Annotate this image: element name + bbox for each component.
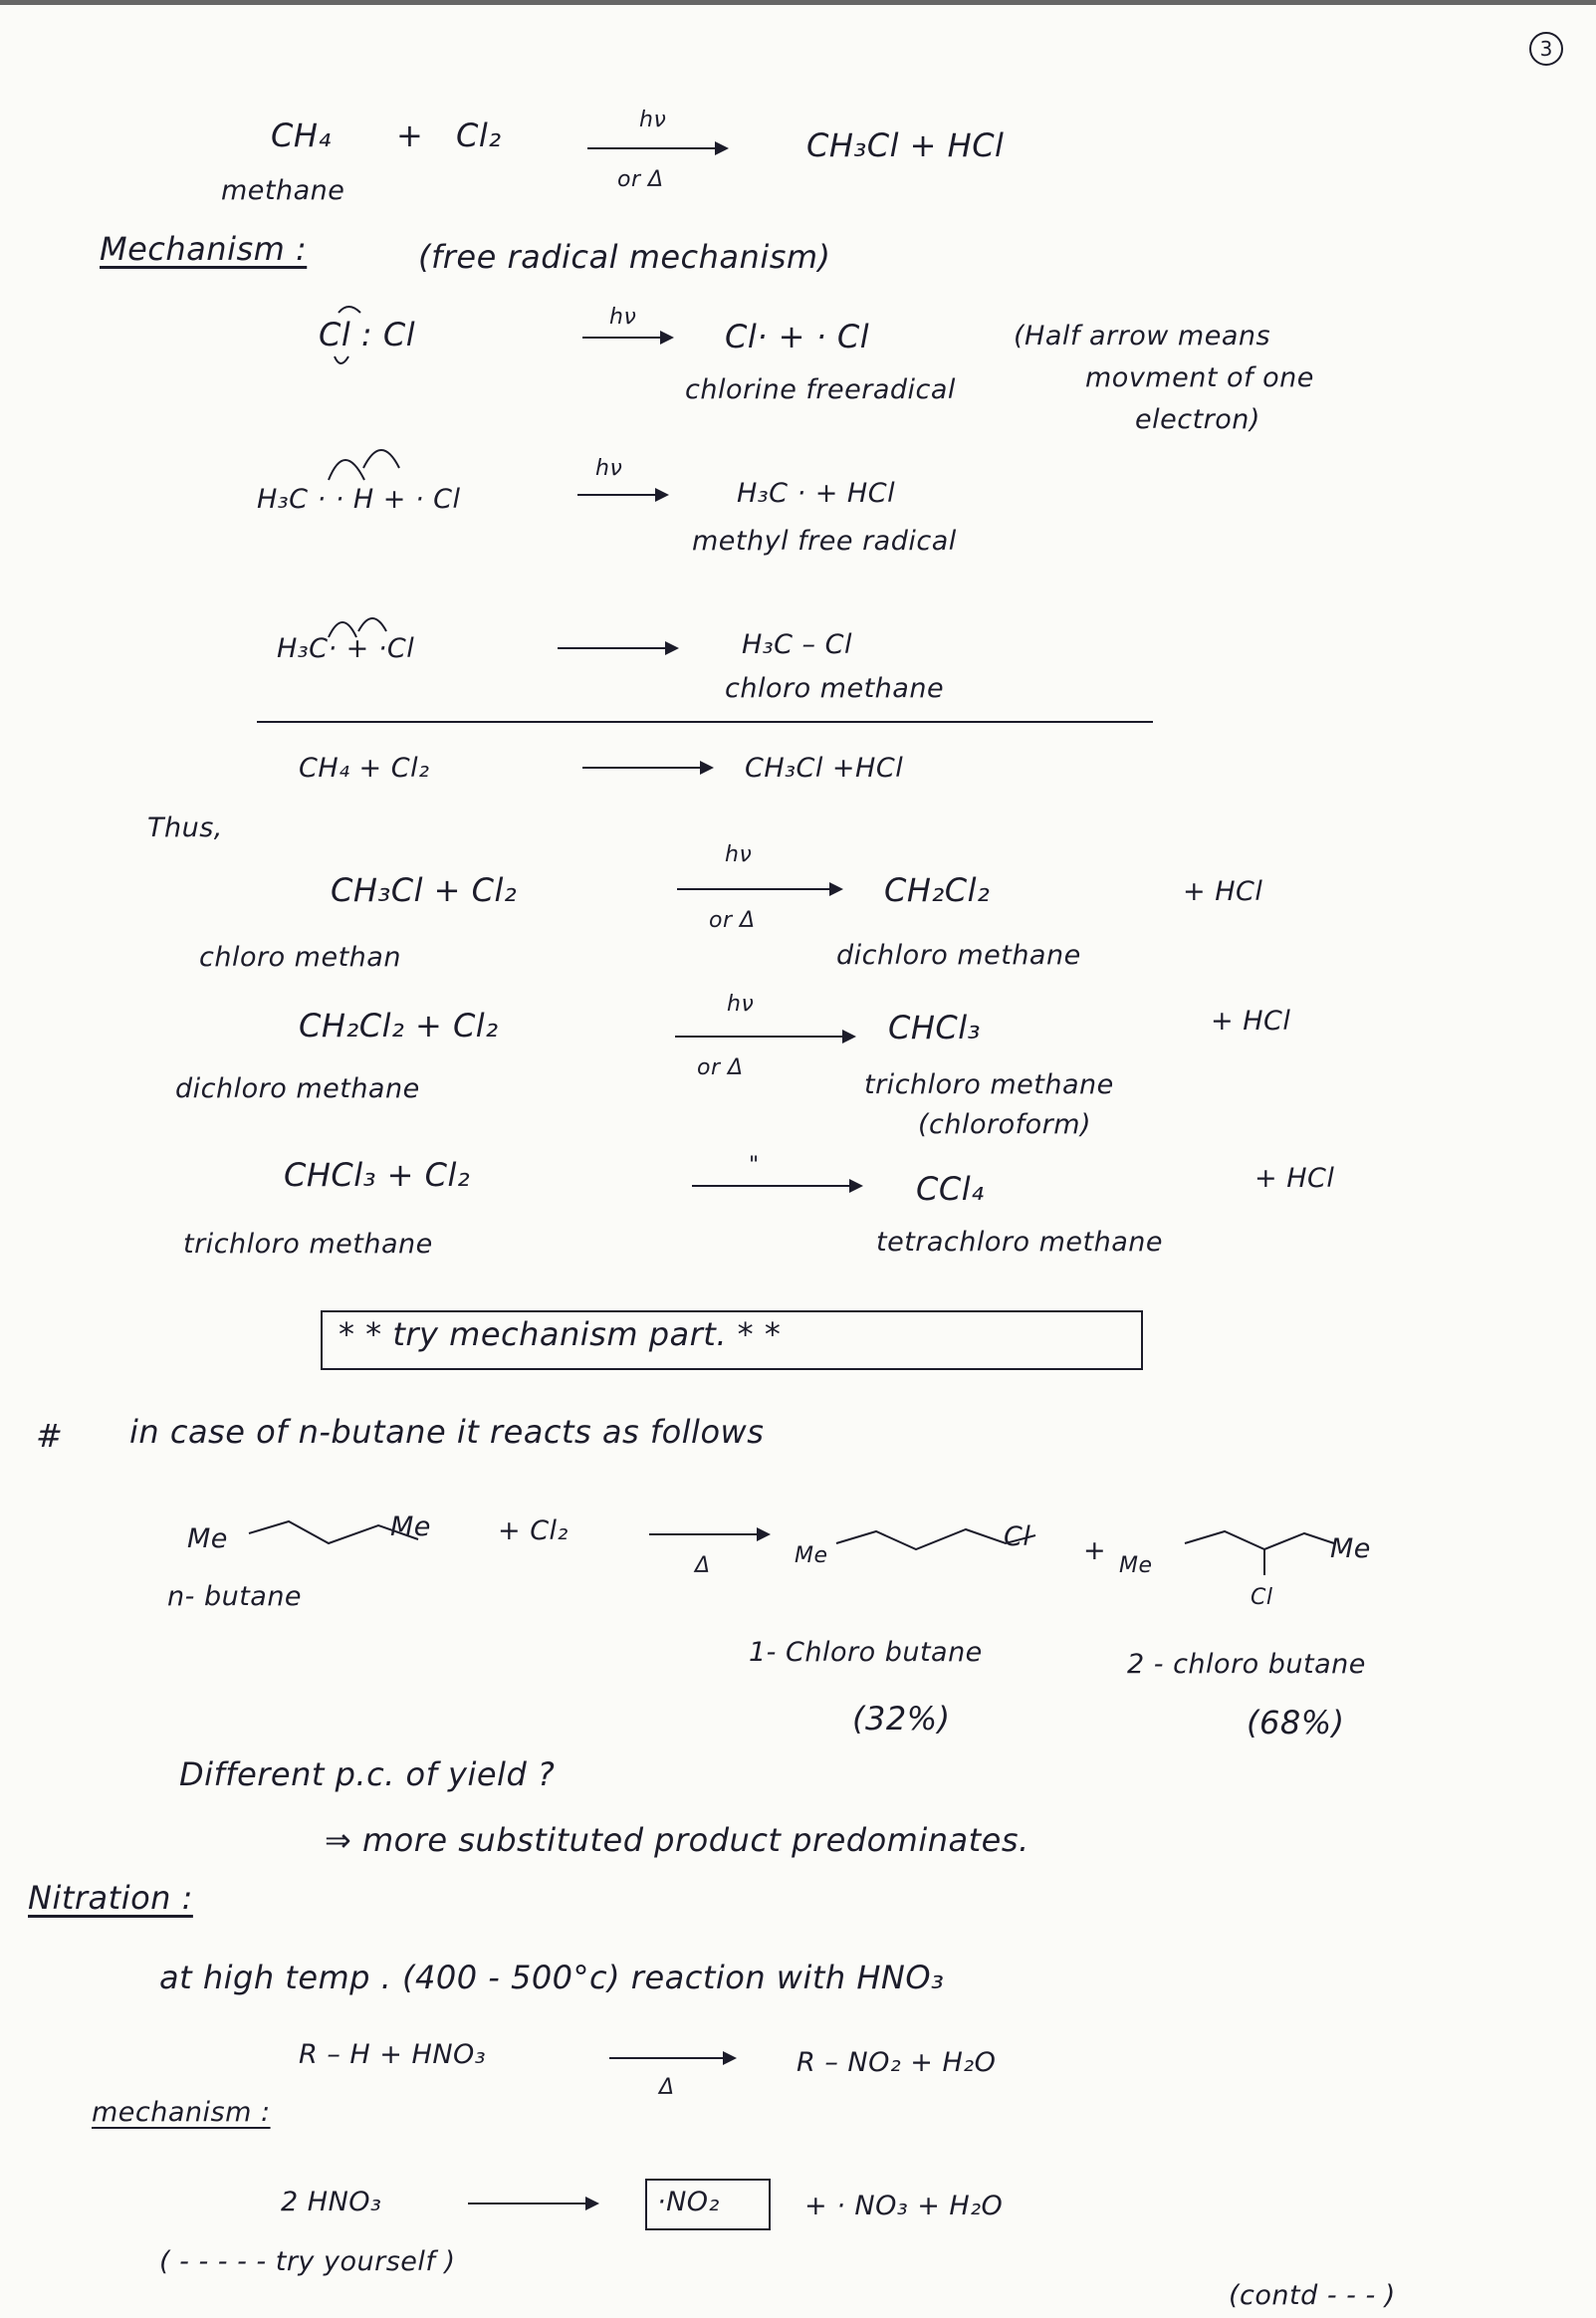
step1-half-arrows [299,299,438,378]
r2-right: CHCl₃ [888,1009,981,1046]
thus-label: Thus, [147,812,223,843]
r1-right: CH₂Cl₂ [884,871,991,909]
header-cond-top: hν [639,108,667,132]
page-number: 3 [1529,32,1563,66]
butane-me-right: Me [390,1511,431,1542]
r3-right-label: tetrachloro methane [876,1227,1163,1258]
step2-right-label: methyl free radical [692,526,957,557]
p2-label: 2 - chloro butane [1127,1649,1366,1680]
r3-cond-top: " [749,1153,760,1178]
r2-left-label: dichloro methane [175,1073,420,1104]
nitration-try-note: ( - - - - - try yourself ) [159,2246,456,2277]
r2-cond-bottom: or Δ [697,1055,744,1080]
scan-edge [0,0,1596,5]
net-left: CH₄ + Cl₂ [299,753,430,784]
r1-cond-top: hν [725,842,753,867]
nitration-desc: at high temp . (400 - 500°c) reaction with HNO₃ [159,1959,945,1996]
mechanism-subheading: (free radical mechanism) [418,238,831,276]
nitration-heading: Nitration : [28,1879,193,1917]
header-plus: + [396,116,424,154]
butane-cond: Δ [695,1553,711,1578]
step2-arrow [577,494,667,496]
step2-right: H₃C · + HCl [737,478,896,509]
step1-note-line2: movment of one [1085,362,1314,393]
step3-right-label: chloro methane [725,673,945,704]
butane-arrow [649,1533,769,1535]
p2-me-left: Me [1119,1553,1153,1578]
r3-left-label: trichloro methane [183,1229,433,1260]
header-reactant2: Cl₂ [456,116,502,154]
r2-byproduct: + HCl [1211,1006,1291,1037]
step1-right-label: chlorine freeradical [685,374,956,405]
mechanism-heading: Mechanism : [100,230,308,268]
contd-note: (contd - - - ) [1229,2280,1396,2311]
r1-left-label: chloro methan [199,942,401,973]
hash-mark: # [36,1417,64,1455]
header-arrow [587,147,727,149]
net-arrow [582,767,712,769]
p2-plus: + [1083,1535,1107,1566]
step3-arrow [558,647,677,649]
nitration-rx-right: R – NO₂ + H₂O [797,2047,997,2078]
step2-left: H₃C · · H + · Cl [257,484,461,515]
r2-left: CH₂Cl₂ + Cl₂ [299,1007,499,1044]
r1-byproduct: + HCl [1183,876,1263,907]
nitration-rx-left: R – H + HNO₃ [299,2039,487,2070]
step1-arrow [582,337,672,339]
r1-right-label: dichloro methane [836,940,1081,971]
butane-plus-cl2: + Cl₂ [498,1515,569,1546]
step1-cond: hν [609,305,637,330]
butane-label: n- butane [167,1581,303,1612]
r1-arrow [677,888,841,890]
r2-arrow [675,1036,854,1038]
header-cond-bottom: or Δ [617,167,664,192]
butane-me-left: Me [187,1523,228,1554]
header-products: CH₃Cl + HCl [806,126,1005,164]
yield-answer: ⇒ more substituted product predominates. [325,1821,1029,1859]
nitration-m-arrow [468,2202,597,2204]
boxed-note: * * try mechanism part. * * [339,1315,782,1353]
p2-cl: Cl [1251,1585,1273,1610]
r2-right-label-1: trichloro methane [864,1069,1114,1100]
r1-cond-bottom: or Δ [709,908,756,933]
p1-cl: Cl [1004,1521,1031,1552]
p1-me: Me [795,1543,828,1568]
nitration-m-rest: + · NO₃ + H₂O [804,2191,1004,2221]
nitration-mech-heading: mechanism : [92,2097,271,2128]
net-right: CH₃Cl +HCl [745,753,904,784]
nitration-m-boxed: ·NO₂ [657,2187,720,2217]
nitration-rx-cond: Δ [659,2075,675,2100]
r3-left: CHCl₃ + Cl₂ [284,1156,471,1194]
p2-yield: (68%) [1247,1704,1345,1741]
r1-left: CH₃Cl + Cl₂ [331,871,518,909]
step2-cond: hν [595,456,623,481]
r2-cond-top: hν [727,992,755,1017]
p1-yield: (32%) [852,1700,951,1738]
r3-arrow [692,1185,861,1187]
summation-line [257,721,1153,723]
butane-intro: in case of n-butane it reacts as follows [129,1413,765,1451]
r3-right: CCl₄ [916,1170,985,1208]
butane-skeletal-structures [179,1504,1493,1623]
yield-question: Different p.c. of yield ? [179,1755,556,1793]
step1-note-line3: electron) [1135,404,1260,435]
step3-right: H₃C – Cl [742,629,852,660]
header-reactant1-label: methane [221,175,345,206]
step3-left: H₃C· + ·Cl [277,633,415,664]
p2-me-right: Me [1330,1533,1371,1564]
p1-label: 1- Chloro butane [749,1637,983,1668]
step1-note-line1: (Half arrow means [1014,321,1271,351]
nitration-m-left: 2 HNO₃ [281,2187,382,2217]
r2-right-label-2: (chloroform) [918,1109,1092,1140]
r3-byproduct: + HCl [1254,1163,1335,1194]
nitration-rx-arrow [609,2057,735,2059]
step1-right: Cl· + · Cl [725,318,870,355]
step1-left: Cl : Cl [319,316,416,353]
header-reactant1: CH₄ [271,116,332,154]
